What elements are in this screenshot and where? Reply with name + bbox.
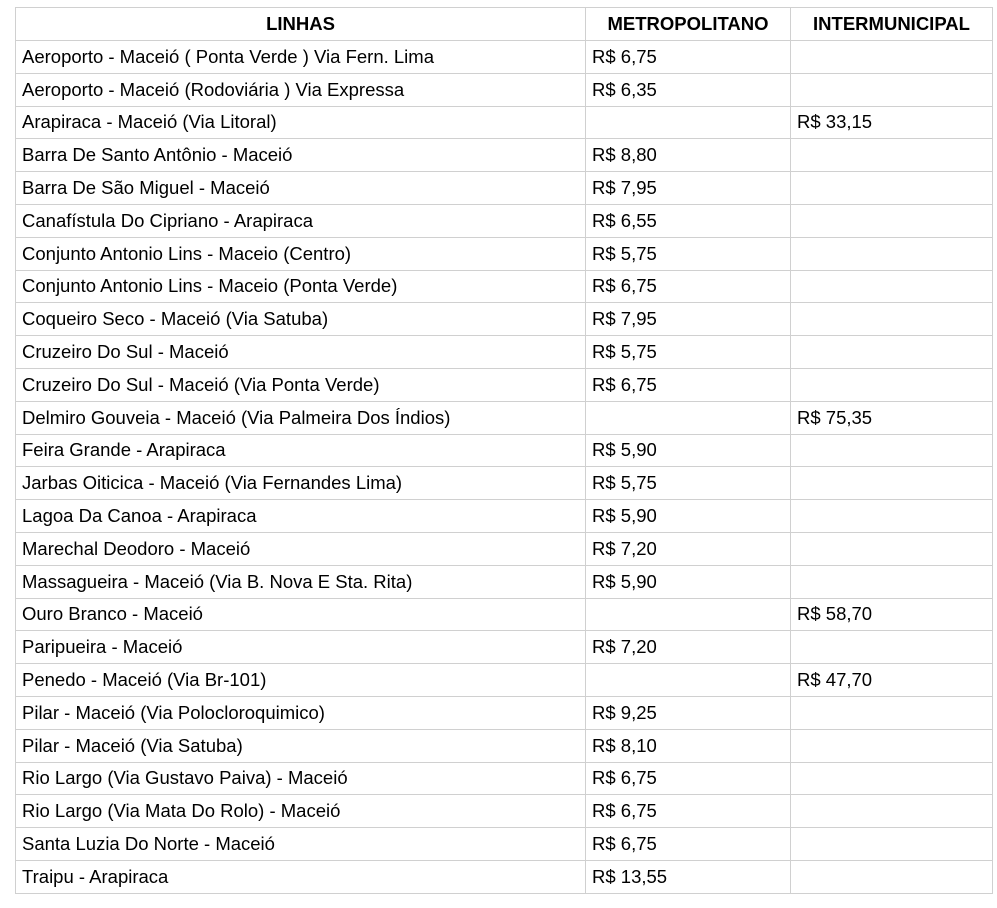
metropolitano-fare-cell (586, 401, 791, 434)
intermunicipal-fare-cell (791, 172, 993, 205)
route-name-cell: Marechal Deodoro - Maceió (16, 532, 586, 565)
metropolitano-fare-cell: R$ 6,75 (586, 762, 791, 795)
metropolitano-fare-cell: R$ 5,90 (586, 500, 791, 533)
metropolitano-fare-cell: R$ 8,80 (586, 139, 791, 172)
table-row (16, 401, 993, 434)
table-row (16, 696, 993, 729)
table-row (16, 467, 993, 500)
intermunicipal-fare-cell (791, 500, 993, 533)
metropolitano-fare-cell: R$ 9,25 (586, 696, 791, 729)
intermunicipal-fare-cell (791, 139, 993, 172)
intermunicipal-fare-cell (791, 467, 993, 500)
route-name-cell: Aeroporto - Maceió ( Ponta Verde ) Via Fern. Lima (16, 41, 586, 74)
table-row (16, 795, 993, 828)
route-name-cell: Canafístula Do Cipriano - Arapiraca (16, 204, 586, 237)
intermunicipal-fare-cell (791, 696, 993, 729)
metropolitano-fare-cell (586, 664, 791, 697)
route-name-cell: Paripueira - Maceió (16, 631, 586, 664)
table-row (16, 631, 993, 664)
intermunicipal-fare-cell: R$ 75,35 (791, 401, 993, 434)
intermunicipal-fare-cell (791, 532, 993, 565)
fares-table (15, 7, 993, 894)
intermunicipal-fare-cell (791, 434, 993, 467)
table-row (16, 729, 993, 762)
table-row (16, 598, 993, 631)
table-row (16, 106, 993, 139)
metropolitano-fare-cell: R$ 6,75 (586, 368, 791, 401)
route-name-cell: Jarbas Oiticica - Maceió (Via Fernandes Lima) (16, 467, 586, 500)
metropolitano-fare-cell: R$ 7,95 (586, 172, 791, 205)
table-row (16, 41, 993, 74)
route-name-cell: Rio Largo (Via Gustavo Paiva) - Maceió (16, 762, 586, 795)
intermunicipal-fare-cell (791, 41, 993, 74)
route-name-cell: Arapiraca - Maceió (Via Litoral) (16, 106, 586, 139)
intermunicipal-fare-cell (791, 828, 993, 861)
metropolitano-fare-cell: R$ 7,95 (586, 303, 791, 336)
intermunicipal-fare-cell (791, 565, 993, 598)
route-name-cell: Santa Luzia Do Norte - Maceió (16, 828, 586, 861)
metropolitano-fare-cell: R$ 6,75 (586, 828, 791, 861)
metropolitano-fare-cell: R$ 13,55 (586, 860, 791, 893)
table-row (16, 172, 993, 205)
route-name-cell: Penedo - Maceió (Via Br-101) (16, 664, 586, 697)
table-row (16, 73, 993, 106)
table-row (16, 500, 993, 533)
route-name-cell: Aeroporto - Maceió (Rodoviária ) Via Expressa (16, 73, 586, 106)
table-row (16, 532, 993, 565)
table-row (16, 762, 993, 795)
metropolitano-fare-cell: R$ 6,55 (586, 204, 791, 237)
intermunicipal-fare-cell (791, 303, 993, 336)
table-row (16, 860, 993, 893)
route-name-cell: Barra De Santo Antônio - Maceió (16, 139, 586, 172)
metropolitano-fare-cell: R$ 6,35 (586, 73, 791, 106)
table-row (16, 434, 993, 467)
route-name-cell: Massagueira - Maceió (Via B. Nova E Sta. Rita) (16, 565, 586, 598)
route-name-cell: Ouro Branco - Maceió (16, 598, 586, 631)
route-name-cell: Pilar - Maceió (Via Satuba) (16, 729, 586, 762)
table-row (16, 565, 993, 598)
metropolitano-fare-cell: R$ 5,75 (586, 336, 791, 369)
metropolitano-fare-cell (586, 106, 791, 139)
route-name-cell: Traipu - Arapiraca (16, 860, 586, 893)
intermunicipal-fare-cell (791, 204, 993, 237)
intermunicipal-fare-cell (791, 860, 993, 893)
metropolitano-fare-cell: R$ 7,20 (586, 631, 791, 664)
metropolitano-fare-cell: R$ 5,75 (586, 467, 791, 500)
route-name-cell: Pilar - Maceió (Via Polocloroquimico) (16, 696, 586, 729)
intermunicipal-fare-cell (791, 729, 993, 762)
table-row (16, 664, 993, 697)
table-row (16, 336, 993, 369)
intermunicipal-fare-cell: R$ 58,70 (791, 598, 993, 631)
route-name-cell: Lagoa Da Canoa - Arapiraca (16, 500, 586, 533)
route-name-cell: Barra De São Miguel - Maceió (16, 172, 586, 205)
intermunicipal-fare-cell (791, 762, 993, 795)
header-metropolitano: METROPOLITANO (586, 8, 791, 41)
route-name-cell: Cruzeiro Do Sul - Maceió (Via Ponta Verde) (16, 368, 586, 401)
route-name-cell: Delmiro Gouveia - Maceió (Via Palmeira Dos Índios) (16, 401, 586, 434)
metropolitano-fare-cell: R$ 7,20 (586, 532, 791, 565)
metropolitano-fare-cell: R$ 8,10 (586, 729, 791, 762)
table-row (16, 828, 993, 861)
intermunicipal-fare-cell (791, 270, 993, 303)
metropolitano-fare-cell: R$ 6,75 (586, 270, 791, 303)
intermunicipal-fare-cell (791, 368, 993, 401)
route-name-cell: Cruzeiro Do Sul - Maceió (16, 336, 586, 369)
table-row (16, 303, 993, 336)
metropolitano-fare-cell: R$ 5,90 (586, 434, 791, 467)
route-name-cell: Conjunto Antonio Lins - Maceio (Centro) (16, 237, 586, 270)
table-row (16, 368, 993, 401)
intermunicipal-fare-cell (791, 336, 993, 369)
intermunicipal-fare-cell (791, 631, 993, 664)
intermunicipal-fare-cell (791, 73, 993, 106)
route-name-cell: Rio Largo (Via Mata Do Rolo) - Maceió (16, 795, 586, 828)
metropolitano-fare-cell: R$ 5,90 (586, 565, 791, 598)
table-row (16, 237, 993, 270)
metropolitano-fare-cell: R$ 6,75 (586, 795, 791, 828)
metropolitano-fare-cell (586, 598, 791, 631)
metropolitano-fare-cell: R$ 6,75 (586, 41, 791, 74)
fare-rows (16, 41, 993, 894)
metropolitano-fare-cell: R$ 5,75 (586, 237, 791, 270)
route-name-cell: Coqueiro Seco - Maceió (Via Satuba) (16, 303, 586, 336)
intermunicipal-fare-cell (791, 795, 993, 828)
header-row (16, 8, 993, 41)
table-row (16, 204, 993, 237)
route-name-cell: Conjunto Antonio Lins - Maceio (Ponta Verde) (16, 270, 586, 303)
intermunicipal-fare-cell: R$ 47,70 (791, 664, 993, 697)
intermunicipal-fare-cell (791, 237, 993, 270)
table-row (16, 270, 993, 303)
header-intermunicipal: INTERMUNICIPAL (791, 8, 993, 41)
header-linhas: LINHAS (16, 8, 586, 41)
table-row (16, 139, 993, 172)
route-name-cell: Feira Grande - Arapiraca (16, 434, 586, 467)
intermunicipal-fare-cell: R$ 33,15 (791, 106, 993, 139)
